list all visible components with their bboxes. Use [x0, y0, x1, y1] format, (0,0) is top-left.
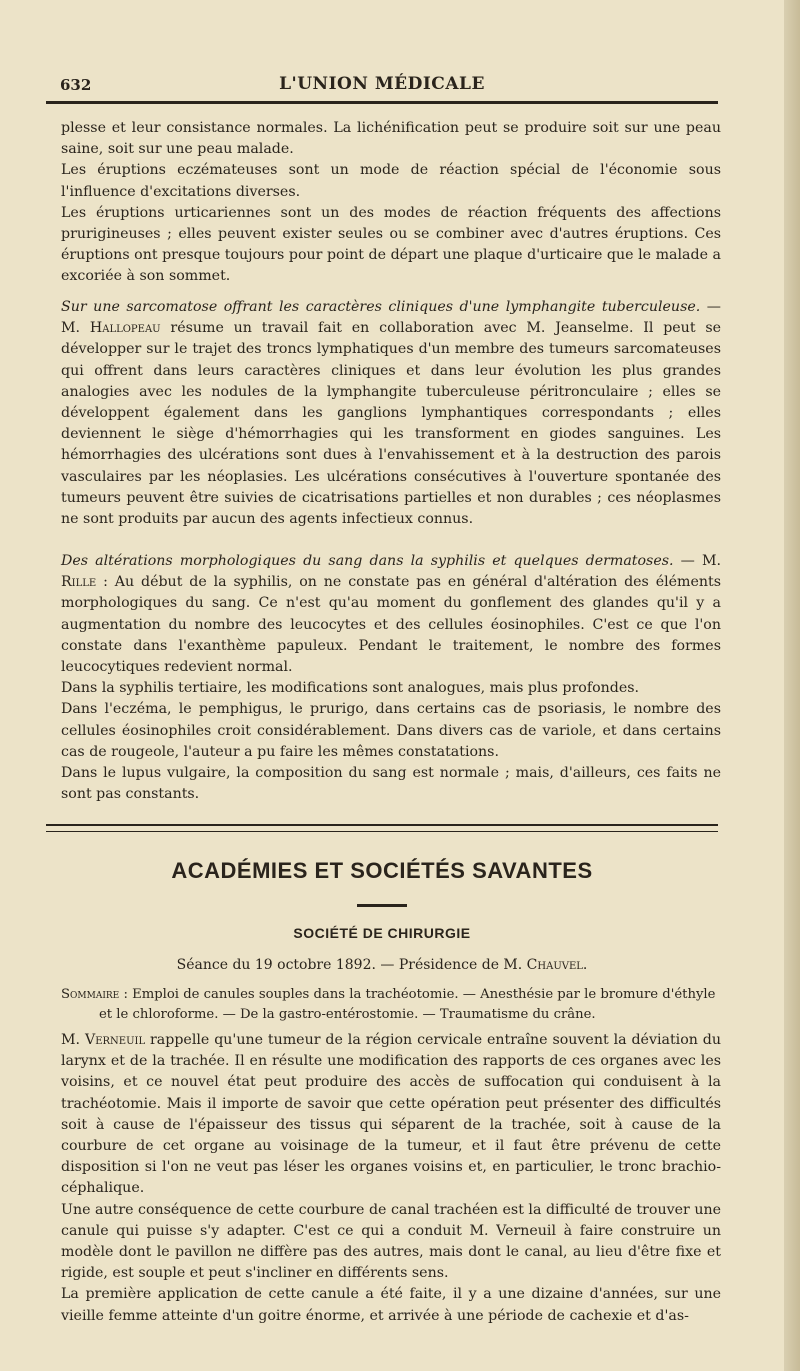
- sommaire-line: : Emploi de canules souples dans la trachéotomie. — Anesthésie par le bromure d'éthyle: [119, 987, 716, 1002]
- paragraph: Les éruptions urticariennes sont un des modes de réaction fréquents des affections prurigineuses ; elles peuvent exister seules ou se combiner avec d'autres éruptions. Ces éruptions ont presque toujours pour point de départ une plaque d'urticaire que le malade a excoriée à son sommet.: [61, 204, 721, 285]
- section-heading: ACADÉMIES ET SOCIÉTÉS SAVANTES: [171, 858, 593, 883]
- paragraph: plesse et leur consistance normales. La lichénification peut se produire soit sur une peau saine, soit sur une peau malade.: [61, 120, 721, 158]
- section-verneuil: [61, 1030, 721, 1327]
- paragraph: La première application de cette canule a été faite, il y a une dizaine d'années, sur une vieille femme atteinte d'un goitre énorme, et arrivée à une période de cachexie et d'as-: [61, 1286, 721, 1324]
- article-title: Sur une sarcomatose offrant les caractères cliniques d'une lymphangite tuberculeuse.: [61, 299, 701, 315]
- page-edge: [784, 0, 800, 1371]
- author-name: Rille: [61, 574, 97, 591]
- author-prefix: M.: [61, 1032, 85, 1048]
- session-text: Séance du 19 octobre 1892. — Présidence de M.: [176, 957, 527, 973]
- sommaire-line: et le chloroforme. — De la gastro-entérostomie. — Traumatisme du crâne.: [99, 1007, 596, 1022]
- article-title: Des altérations morphologiques du sang dans la syphilis et quelques dermatoses.: [61, 553, 674, 569]
- section-alterations-sang: [61, 551, 721, 805]
- paragraph-body: Au début de la syphilis, on ne constate pas en général d'altération des éléments morphologiques du sang. Ce n'est qu'au moment du gonflement des glandes qu'il y a augmentation du nombre des leucocytes et des cellules éosinophiles. C'est ce que l'on constate dans l'exanthème papuleux. Pendant le traitement, le nombre des formes leucocytiques redevient normal.: [61, 574, 721, 676]
- author-name: Hallopeau: [89, 320, 161, 337]
- journal-title: L'UNION MÉDICALE: [279, 74, 485, 94]
- paragraph: Dans l'eczéma, le pemphigus, le prurigo, dans certains cas de psoriasis, le nombre des cellules éosinophiles croit considérablement. Dans divers cas de variole, et dans certains cas de rougeole, l'auteur a pu faire les mêmes constatations.: [61, 701, 721, 760]
- paragraph: Dans le lupus vulgaire, la composition du sang est normale ; mais, d'ailleurs, ces faits ne sont pas constants.: [61, 765, 721, 803]
- president-name: Chauvel: [526, 957, 583, 973]
- section-lichenification: [61, 118, 721, 288]
- page-number: 632: [60, 76, 92, 94]
- colon: :: [96, 574, 108, 591]
- paragraph-body: rappelle qu'une tumeur de la région cervicale entraîne souvent la déviation du larynx et de la trachée. Il en résulte une modification des rapports de ces organes avec les voisins, et ce nouvel état peut produire des accès de suffocation qui conduisent à la trachéotomie. Mais il importe de savoir que cette opération peut présenter des difficultés soit à cause de l'épaisseur des tissus qui séparent de la trachée, soit à cause de la courbure de cet organe au voisinage de la tumeur, et il faut être prévenu de cette disposition si l'on ne veut pas léser les organes voisins et, en particulier, le tronc brachio-céphalique.: [61, 1032, 721, 1197]
- paragraph-body: résume un travail fait en collaboration avec M. Jeanselme. Il peut se développer sur le trajet des troncs lymphatiques d'un membre des tumeurs sarcomateuses qui offrent dans leurs caractères cliniques et dans leur évolution les plus grandes analogies avec les nodules de la lymphangite tuberculeuse péritronculaire ; elles se développent également dans les ganglions lymphantiques correspondants ; elles deviennent le siège d'hémorrhagies qui les transforment en giodes sanguines. Les hémorrhagies des ulcérations sont dues à l'envahissement et à la destruction des parois vasculaires par les néoplasies. Les ulcérations consécutives à l'ouverture spontanée des tumeurs peuvent être suivies de cicatrisations partielles et non durables ; ces néoplasmes ne sont produits par aucun des agents infectieux connus.: [61, 320, 721, 528]
- heading-rule: [357, 904, 407, 907]
- section-sarcomatose: [61, 297, 721, 530]
- session-end: .: [582, 957, 588, 973]
- header-rule: [46, 101, 718, 104]
- paragraph: Une autre conséquence de cette courbure de canal trachéen est la difficulté de trouver une canule qui puisse s'y adapter. C'est ce qui a conduit M. Verneuil à faire construire un modèle dont le pavillon ne diffère pas des autres, mais dont le canal, au lieu d'être fixe et rigide, est souple et peut s'incliner en différents sens.: [61, 1201, 721, 1282]
- paragraph: Les éruptions eczémateuses sont un mode de réaction spécial de l'économie sous l'influence d'excitations diverses.: [61, 162, 721, 200]
- sommaire-label: Sommaire: [61, 987, 120, 1002]
- running-head: [46, 70, 718, 96]
- dash: — M.: [61, 299, 721, 337]
- section-divider: [46, 824, 718, 832]
- author-name: Verneuil: [84, 1032, 146, 1048]
- society-heading: SOCIÉTÉ DE CHIRURGIE: [293, 925, 471, 941]
- dash: — M.: [673, 553, 722, 569]
- sommaire: [61, 985, 721, 1025]
- paragraph: Dans la syphilis tertiaire, les modifications sont analogues, mais plus profondes.: [61, 680, 640, 697]
- session-line: [46, 957, 718, 973]
